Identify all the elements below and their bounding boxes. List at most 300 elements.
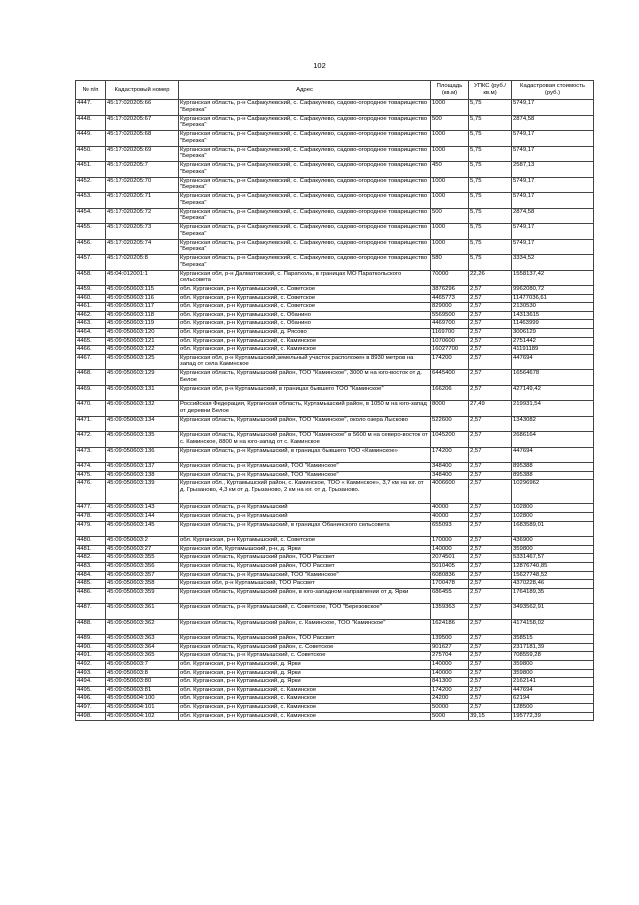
cell-address: Курганская область, Куртамышский район, ТОО Рассвет <box>179 554 431 563</box>
page-number: 102 <box>313 61 326 70</box>
cell-area: 24200 <box>431 695 469 704</box>
cell-upks: 2,57 <box>469 619 512 635</box>
cell-number: 4489. <box>76 635 106 644</box>
table-row <box>76 703 594 712</box>
cell-area: 686455 <box>431 588 469 604</box>
cell-cadastral-value: 3334,52 <box>512 255 594 271</box>
cell-number: 4480. <box>76 537 106 546</box>
cell-cadastral-number: 45:09:050604:101 <box>106 703 179 712</box>
cell-upks: 2,57 <box>469 447 512 463</box>
cell-address: Курганская область, р-н Сафакулевский, с. Сафакулево, садово-огородное товарищество "Березка" <box>179 131 431 147</box>
cell-address: Курганская область, р-н Куртамышский, ТОО "Каминское" <box>179 463 431 472</box>
header-area: Площадь (кв.м) <box>431 81 469 100</box>
cell-cadastral-number: 45:17:020205:66 <box>106 100 179 116</box>
table-row <box>76 588 594 604</box>
cell-number: 4471. <box>76 416 106 432</box>
header-upks: УПКС (руб./кв.м) <box>469 81 512 100</box>
cell-upks: 2,57 <box>469 669 512 678</box>
cell-area: 655093 <box>431 521 469 537</box>
cell-number: 4449. <box>76 131 106 147</box>
cell-cadastral-number: 45:09:050603:27 <box>106 545 179 554</box>
cell-cadastral-value: 14313615 <box>512 311 594 320</box>
cell-cadastral-value: 5749,17 <box>512 177 594 193</box>
cell-number: 4470. <box>76 401 106 417</box>
cell-cadastral-value: 5749,17 <box>512 131 594 147</box>
cell-cadastral-value: 5749,17 <box>512 239 594 255</box>
cell-area: 1045200 <box>431 432 469 448</box>
cell-cadastral-number: 45:09:050603:139 <box>106 480 179 504</box>
cell-cadastral-value: 10296962 <box>512 480 594 504</box>
cell-upks: 2,57 <box>469 643 512 652</box>
cell-cadastral-number: 45:09:050603:122 <box>106 346 179 355</box>
cell-cadastral-value: 1683589,01 <box>512 521 594 537</box>
cell-cadastral-value: 2587,13 <box>512 162 594 178</box>
cell-cadastral-value: 447694 <box>512 686 594 695</box>
cell-area: 40000 <box>431 513 469 522</box>
table-row <box>76 660 594 669</box>
cell-cadastral-number: 45:09:050603:136 <box>106 447 179 463</box>
cell-address: обл. Курганская, р-н Куртамышский, с. Каминское <box>179 686 431 695</box>
cell-upks: 2,57 <box>469 703 512 712</box>
cell-number: 4478. <box>76 513 106 522</box>
cell-number: 4486. <box>76 588 106 604</box>
cell-number: 4497. <box>76 703 106 712</box>
cell-area: 139500 <box>431 635 469 644</box>
cell-address: Курганская область, Куртамышский район, в юго-западном направлении от д. Ярки <box>179 588 431 604</box>
header-number: № п/п <box>76 81 106 100</box>
cell-address: Курганская область, Куртамышский район, с. Каминское, ТОО "Каминское" <box>179 619 431 635</box>
cell-address: Курганская область, р-н Сафакулевский, с. Сафакулево, садово-огородное товарищество "Березка" <box>179 146 431 162</box>
cell-address: Курганская область, р-н Сафакулевский, с. Сафакулево, садово-огородное товарищество "Березка" <box>179 255 431 271</box>
cell-cadastral-number: 45:09:050603:80 <box>106 678 179 687</box>
table-row <box>76 311 594 320</box>
cell-number: 4493. <box>76 669 106 678</box>
cell-number: 4455. <box>76 224 106 240</box>
cell-upks: 5,75 <box>469 131 512 147</box>
cell-upks: 5,75 <box>469 255 512 271</box>
table-row <box>76 294 594 303</box>
cell-cadastral-number: 45:09:050603:358 <box>106 580 179 589</box>
cell-cadastral-value: 436900 <box>512 537 594 546</box>
cell-cadastral-number: 45:09:050603:365 <box>106 652 179 661</box>
table-row <box>76 239 594 255</box>
cell-area: 1000 <box>431 224 469 240</box>
cell-cadastral-number: 45:17:020205:72 <box>106 208 179 224</box>
cell-address: Курганская область, р-н Куртамышский, в границах бывшего ТОО «Каминское» <box>179 447 431 463</box>
cell-cadastral-number: 45:17:020205:69 <box>106 146 179 162</box>
cell-upks: 2,57 <box>469 320 512 329</box>
table-row <box>76 695 594 704</box>
cell-number: 4453. <box>76 193 106 209</box>
cell-number: 4463. <box>76 320 106 329</box>
table-row <box>76 678 594 687</box>
cell-cadastral-value: 5749,17 <box>512 224 594 240</box>
cell-cadastral-value: 219931,54 <box>512 401 594 417</box>
cell-address: обл. Курганская, р-н Куртамышский, с. Обанино <box>179 311 431 320</box>
table-row <box>76 270 594 286</box>
cell-cadastral-number: 45:09:050603:129 <box>106 370 179 386</box>
cell-upks: 2,57 <box>469 588 512 604</box>
cell-cadastral-value: 4370228,46 <box>512 580 594 589</box>
cell-number: 4457. <box>76 255 106 271</box>
cell-number: 4459. <box>76 286 106 295</box>
cell-cadastral-number: 45:09:050603:2 <box>106 537 179 546</box>
cell-cadastral-value: 2686164 <box>512 432 594 448</box>
cell-cadastral-number: 45:17:020205:74 <box>106 239 179 255</box>
cell-number: 4460. <box>76 294 106 303</box>
cell-cadastral-number: 45:17:020205:68 <box>106 131 179 147</box>
cell-number: 4482. <box>76 554 106 563</box>
table-row <box>76 401 594 417</box>
cell-number: 4468. <box>76 370 106 386</box>
cell-number: 4461. <box>76 303 106 312</box>
cell-address: Курганская область, Куртамышский район, ТОО "Каминское", около озера Лысково <box>179 416 431 432</box>
cell-cadastral-number: 45:09:050603:137 <box>106 463 179 472</box>
cell-cadastral-value: 5749,17 <box>512 100 594 116</box>
cell-address: Курганская обл, р-н Куртамышский, ТОО Рассвет <box>179 580 431 589</box>
cell-area: 275704 <box>431 652 469 661</box>
cell-cadastral-number: 45:09:050603:134 <box>106 416 179 432</box>
cell-area: 40000 <box>431 504 469 513</box>
cell-upks: 2,57 <box>469 562 512 571</box>
cell-address: Курганская область, р-н Куртамышский, ТОО "Каминское" <box>179 471 431 480</box>
cell-address: обл. Курганская, р-н Куртамышский, с. Каминское <box>179 346 431 355</box>
cell-upks: 2,57 <box>469 328 512 337</box>
table-row <box>76 385 594 401</box>
cell-number: 4465. <box>76 337 106 346</box>
cell-cadastral-number: 45:09:050603:144 <box>106 513 179 522</box>
cell-upks: 2,57 <box>469 504 512 513</box>
cell-area: 174200 <box>431 686 469 695</box>
cell-address: обл. Курганская, р-н Куртамышский, д. Ярки <box>179 660 431 669</box>
cell-address: Курганская область, Куртамышский район, ТОО Рассвет <box>179 635 431 644</box>
table-row <box>76 471 594 480</box>
cell-area: 1624186 <box>431 619 469 635</box>
table-header-row <box>76 81 594 100</box>
cell-number: 4475. <box>76 471 106 480</box>
cell-address: Курганская область, Куртамышский район, ТОО "Каминское" в 5600 м на северо-восток от с. Каминское, 8800 м на юго-запад от с. Каминское <box>179 432 431 448</box>
cell-cadastral-number: 45:17:020205:8 <box>106 255 179 271</box>
cell-number: 4498. <box>76 712 106 721</box>
cell-number: 4473. <box>76 447 106 463</box>
cell-upks: 2,57 <box>469 286 512 295</box>
cell-address: Курганская область, р-н Сафакулевский, с. Сафакулево, садово-огородное товарищество "Березка" <box>179 239 431 255</box>
cell-number: 4485. <box>76 580 106 589</box>
cell-area: 5569500 <box>431 311 469 320</box>
cell-address: Курганская область, р-н Куртамышский, с. Советское, ТОО "Березовское" <box>179 604 431 620</box>
cell-upks: 2,57 <box>469 480 512 504</box>
cell-upks: 2,57 <box>469 303 512 312</box>
cell-upks: 2,57 <box>469 537 512 546</box>
table-row <box>76 652 594 661</box>
cell-area: 6445400 <box>431 370 469 386</box>
cell-cadastral-value: 102800 <box>512 504 594 513</box>
cell-cadastral-number: 45:09:050603:117 <box>106 303 179 312</box>
table-row <box>76 619 594 635</box>
cell-area: 522600 <box>431 416 469 432</box>
cell-address: Курганская область, Куртамышский район, ТОО Рассвет <box>179 562 431 571</box>
cell-area: 1000 <box>431 100 469 116</box>
cell-number: 4494. <box>76 678 106 687</box>
table-row <box>76 562 594 571</box>
cell-address: обл. Курганская, р-н Куртамышский, с. Советское <box>179 294 431 303</box>
cell-cadastral-value: 2874,58 <box>512 208 594 224</box>
cell-area: 4469700 <box>431 320 469 329</box>
cell-cadastral-value: 2130530 <box>512 303 594 312</box>
cell-area: 1359363 <box>431 604 469 620</box>
cell-address: Курганская обл, р-н Куртамышский,земельный участок расположен в 8930 метров на запад от села Каминское <box>179 354 431 370</box>
table-row <box>76 447 594 463</box>
header-cadastral-value: Кадастровая стоимость (руб.) <box>512 81 594 100</box>
cell-address: Курганская область, р-н Сафакулевский, с. Сафакулево, садово-огородное товарищество "Березка" <box>179 177 431 193</box>
cell-number: 4466. <box>76 346 106 355</box>
cell-area: 450 <box>431 162 469 178</box>
cell-cadastral-number: 45:09:050603:355 <box>106 554 179 563</box>
cell-address: Курганская обл, Куртамышский, р-н, д. Ярки <box>179 545 431 554</box>
table-row <box>76 286 594 295</box>
cell-number: 4472. <box>76 432 106 448</box>
cell-cadastral-value: 427149,42 <box>512 385 594 401</box>
cell-upks: 5,75 <box>469 177 512 193</box>
cell-cadastral-number: 45:17:020205:73 <box>106 224 179 240</box>
cell-number: 4488. <box>76 619 106 635</box>
cell-address: Курганская область, р-н Куртамышский <box>179 504 431 513</box>
cell-cadastral-number: 45:09:050603:135 <box>106 432 179 448</box>
cell-cadastral-value: 358515 <box>512 635 594 644</box>
table-row <box>76 580 594 589</box>
table-row <box>76 146 594 162</box>
table-row <box>76 643 594 652</box>
cell-cadastral-number: 45:09:050603:145 <box>106 521 179 537</box>
cell-number: 4487. <box>76 604 106 620</box>
cell-cadastral-value: 5749,17 <box>512 193 594 209</box>
cell-area: 140000 <box>431 669 469 678</box>
cell-area: 50000 <box>431 703 469 712</box>
cell-area: 1070600 <box>431 337 469 346</box>
cell-upks: 2,57 <box>469 521 512 537</box>
cell-number: 4454. <box>76 208 106 224</box>
cell-area: 3876296 <box>431 286 469 295</box>
cell-cadastral-number: 45:09:050603:81 <box>106 686 179 695</box>
cell-address: Курганская обл, р-н Далматовский, с. Паратколь, в границах МО Параткольского сельсовета <box>179 270 431 286</box>
cell-area: 140000 <box>431 660 469 669</box>
cell-cadastral-number: 45:09:050603:357 <box>106 571 179 580</box>
cell-area: 140000 <box>431 545 469 554</box>
table-row <box>76 115 594 131</box>
cell-cadastral-number: 45:09:050603:7 <box>106 660 179 669</box>
cell-cadastral-number: 45:09:050603:143 <box>106 504 179 513</box>
cell-cadastral-number: 45:09:050604:100 <box>106 695 179 704</box>
cell-upks: 5,75 <box>469 208 512 224</box>
cell-address: Курганская область, Куртамышский район, с. Советское <box>179 643 431 652</box>
cell-cadastral-value: 708559,28 <box>512 652 594 661</box>
cell-cadastral-number: 45:09:050603:362 <box>106 619 179 635</box>
cell-address: обл. Курганская, р-н Куртамышский, с. Каминское <box>179 695 431 704</box>
cell-cadastral-value: 11477036,61 <box>512 294 594 303</box>
cell-area: 6080836 <box>431 571 469 580</box>
table-row <box>76 463 594 472</box>
cell-cadastral-value: 3006129 <box>512 328 594 337</box>
cell-address: Курганская область, р-н Куртамышский, в границах Обанинского сельсовета <box>179 521 431 537</box>
cell-cadastral-value: 2874,58 <box>512 115 594 131</box>
table-row <box>76 224 594 240</box>
cell-cadastral-value: 359800 <box>512 660 594 669</box>
cell-area: 1169700 <box>431 328 469 337</box>
cell-upks: 2,57 <box>469 580 512 589</box>
cell-cadastral-number: 45:17:020205:71 <box>106 193 179 209</box>
cell-area: 1000 <box>431 146 469 162</box>
cell-upks: 2,57 <box>469 695 512 704</box>
cell-upks: 39,15 <box>469 712 512 721</box>
cell-area: 1700478 <box>431 580 469 589</box>
header-address: Адрес <box>179 81 431 100</box>
cell-address: обл. Курганская, р-н Куртамышский, д. Рясово <box>179 328 431 337</box>
cell-number: 4492. <box>76 660 106 669</box>
cell-upks: 2,57 <box>469 660 512 669</box>
cell-upks: 2,57 <box>469 337 512 346</box>
table-row <box>76 504 594 513</box>
cell-cadastral-number: 45:17:020205:67 <box>106 115 179 131</box>
cell-area: 1000 <box>431 131 469 147</box>
cell-upks: 27,49 <box>469 401 512 417</box>
cell-upks: 2,57 <box>469 678 512 687</box>
cell-number: 4451. <box>76 162 106 178</box>
cell-upks: 2,57 <box>469 686 512 695</box>
cell-cadastral-value: 16564678 <box>512 370 594 386</box>
cell-area: 174200 <box>431 447 469 463</box>
cell-address: Российская Федерация, Курганская область, Куртамышский район, в 1050 м на юго-запад от деревни Белое <box>179 401 431 417</box>
cell-cadastral-number: 45:09:050603:361 <box>106 604 179 620</box>
cell-cadastral-number: 45:17:020205:70 <box>106 177 179 193</box>
cell-upks: 2,57 <box>469 354 512 370</box>
cell-area: 4465773 <box>431 294 469 303</box>
cell-address: Курганская область, р-н Сафакулевский, с. Сафакулево, садово-огородное товарищество "Березка" <box>179 162 431 178</box>
header-cadastral-number: Кадастровый номер <box>106 81 179 100</box>
table-row <box>76 712 594 721</box>
cell-cadastral-value: 359800 <box>512 545 594 554</box>
cell-address: обл. Курганская, р-н Куртамышский, с. Каминское <box>179 712 431 721</box>
cell-cadastral-value: 102800 <box>512 513 594 522</box>
cell-number: 4495. <box>76 686 106 695</box>
cell-address: обл. Курганская, р-н Куртамышский, д. Ярки <box>179 669 431 678</box>
cell-cadastral-number: 45:09:050603:138 <box>106 471 179 480</box>
cell-upks: 2,57 <box>469 463 512 472</box>
cell-cadastral-number: 45:09:050603:119 <box>106 320 179 329</box>
cell-cadastral-number: 45:09:050603:115 <box>106 286 179 295</box>
cell-upks: 2,57 <box>469 604 512 620</box>
cell-cadastral-number: 45:09:050603:131 <box>106 385 179 401</box>
cell-number: 4448. <box>76 115 106 131</box>
table-row <box>76 255 594 271</box>
cell-cadastral-value: 1343082 <box>512 416 594 432</box>
cell-area: 901627 <box>431 643 469 652</box>
cell-cadastral-number: 45:09:050603:120 <box>106 328 179 337</box>
cell-cadastral-number: 45:09:050603:121 <box>106 337 179 346</box>
table-row <box>76 545 594 554</box>
cell-address: Курганская область, р-н Сафакулевский, с. Сафакулево, садово-огородное товарищество "Березка" <box>179 208 431 224</box>
cell-upks: 5,75 <box>469 100 512 116</box>
cell-address: обл. Курганская, р-н Куртамышский, с. Обанино <box>179 320 431 329</box>
cell-cadastral-value: 1558137,42 <box>512 270 594 286</box>
table-row <box>76 480 594 504</box>
cell-number: 4477. <box>76 504 106 513</box>
cell-cadastral-value: 9962080,72 <box>512 286 594 295</box>
cell-cadastral-value: 895388 <box>512 471 594 480</box>
cell-area: 580 <box>431 255 469 271</box>
cell-cadastral-number: 45:09:050603:363 <box>106 635 179 644</box>
cell-number: 4447. <box>76 100 106 116</box>
cell-cadastral-value: 11463999 <box>512 320 594 329</box>
cell-address: обл. Курганская, р-н Куртамышский, с. Каминское <box>179 337 431 346</box>
table-row <box>76 370 594 386</box>
cell-cadastral-number: 45:09:050604:102 <box>106 712 179 721</box>
cell-address: Курганская обл., Куртамышский район, с. Каминское, ТОО « Каминское», 3,7 км на юг. от д. Грызаново, 4,3 км от д. Грызаново, 2 км на юг. от д. Грызаново. <box>179 480 431 504</box>
table-row <box>76 162 594 178</box>
cell-upks: 2,57 <box>469 346 512 355</box>
cell-cadastral-number: 45:09:050603:118 <box>106 311 179 320</box>
cell-number: 4483. <box>76 562 106 571</box>
cell-address: обл. Курганская, р-н Куртамышский, с. Советское <box>179 286 431 295</box>
table-row <box>76 669 594 678</box>
table-row <box>76 635 594 644</box>
cell-area: 1000 <box>431 193 469 209</box>
cell-area: 174200 <box>431 354 469 370</box>
cell-upks: 5,75 <box>469 146 512 162</box>
cell-cadastral-value: 3493562,91 <box>512 604 594 620</box>
table-row <box>76 177 594 193</box>
cell-address: Курганская область, р-н Куртамышский, ТОО "Каминское" <box>179 571 431 580</box>
cell-address: Курганская область, р-н Сафакулевский, с. Сафакулево, садово-огородное товарищество "Березка" <box>179 100 431 116</box>
cell-cadastral-value: 895388 <box>512 463 594 472</box>
cell-cadastral-value: 1764189,35 <box>512 588 594 604</box>
cell-address: Курганская область, р-н Сафакулевский, с. Сафакулево, садово-огородное товарищество "Березка" <box>179 224 431 240</box>
cell-number: 4481. <box>76 545 106 554</box>
cell-area: 348400 <box>431 471 469 480</box>
cell-upks: 2,57 <box>469 652 512 661</box>
table-body <box>76 100 594 721</box>
cell-upks: 2,57 <box>469 370 512 386</box>
cell-address: Курганская область, р-н Куртамышский, с. Советское <box>179 652 431 661</box>
cell-number: 4469. <box>76 385 106 401</box>
cell-number: 4458. <box>76 270 106 286</box>
cell-cadastral-value: 12876740,85 <box>512 562 594 571</box>
table-row <box>76 521 594 537</box>
table-row <box>76 354 594 370</box>
table-row <box>76 604 594 620</box>
cell-upks: 2,57 <box>469 571 512 580</box>
cell-area: 829000 <box>431 303 469 312</box>
cell-area: 166206 <box>431 385 469 401</box>
cell-cadastral-value: 5749,17 <box>512 146 594 162</box>
cell-address: Курганская обл, р-н Куртамышский, в границах бывшего ТОО "Каминское" <box>179 385 431 401</box>
cell-address: Курганская область, Куртамышский район, ТОО "Каминское", 3000 м на юго-восток от д. Белое <box>179 370 431 386</box>
cell-cadastral-value: 2317181,39 <box>512 643 594 652</box>
cell-number: 4491. <box>76 652 106 661</box>
cell-area: 500 <box>431 208 469 224</box>
table-row <box>76 337 594 346</box>
cell-upks: 5,75 <box>469 224 512 240</box>
cell-upks: 22,26 <box>469 270 512 286</box>
table-row <box>76 554 594 563</box>
cell-cadastral-value: 447694 <box>512 447 594 463</box>
cell-cadastral-number: 45:09:050603:8 <box>106 669 179 678</box>
cell-cadastral-number: 45:09:050603:364 <box>106 643 179 652</box>
cell-upks: 2,57 <box>469 432 512 448</box>
cell-address: Курганская область, р-н Сафакулевский, с. Сафакулево, садово-огородное товарищество "Березка" <box>179 193 431 209</box>
cell-number: 4479. <box>76 521 106 537</box>
table-row <box>76 193 594 209</box>
cell-number: 4452. <box>76 177 106 193</box>
